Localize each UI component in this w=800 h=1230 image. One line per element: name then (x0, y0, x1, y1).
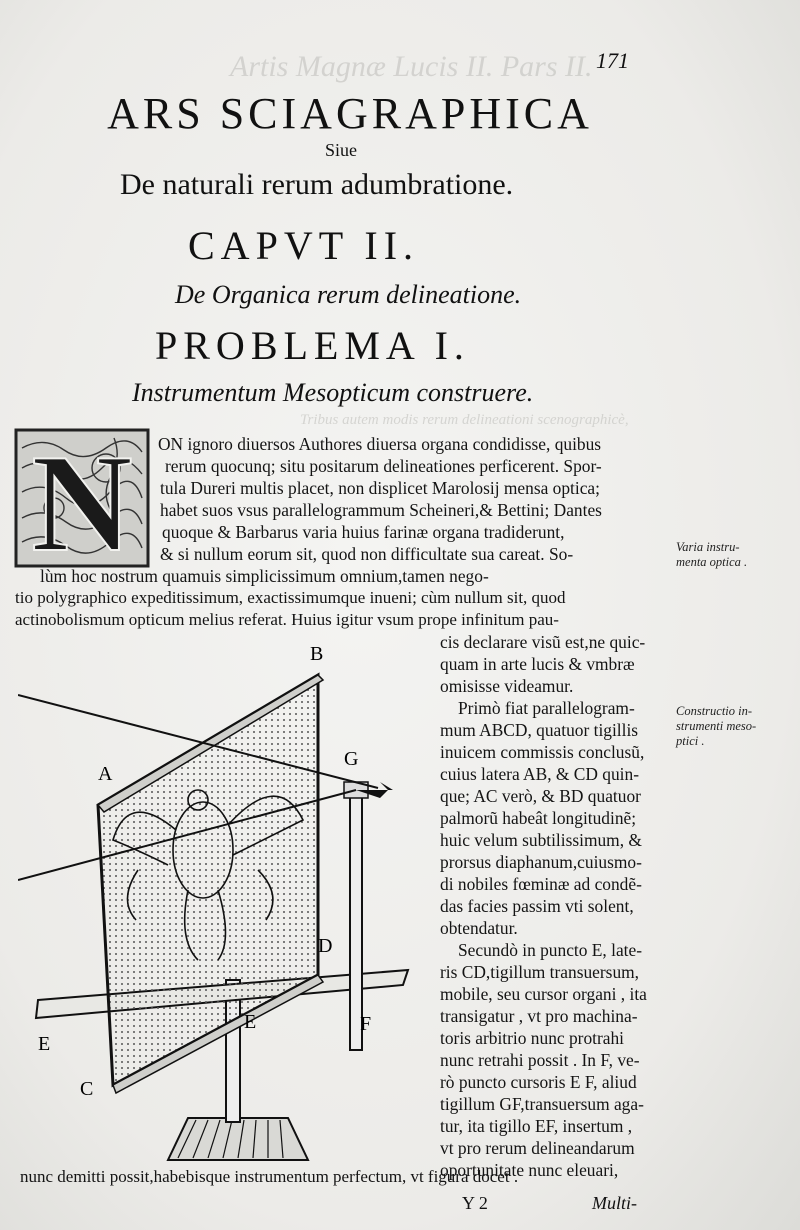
column-line: rò puncto cursoris E F, aliud (440, 1072, 637, 1092)
column-line: vt pro rerum delineandarum (440, 1138, 635, 1158)
column-line: Primò fiat parallelogram- (458, 698, 635, 718)
figure-label-f: F (360, 1013, 372, 1035)
body-last-line: nunc demitti possit,habebisque instrumentum perfectum, vt figura docet . (20, 1167, 519, 1186)
signature-mark: Y 2 (462, 1193, 488, 1213)
drop-cap-letter: N (31, 428, 133, 568)
column-line: que; AC verò, & BD quatuor (440, 786, 641, 806)
column-line: cis declarare visũ est,ne quic- (440, 632, 646, 652)
marginal-note: Varia instru- menta optica . (676, 540, 748, 569)
problem-heading: PROBLEMA I. (155, 323, 470, 368)
column-line: mobile, seu cursor organi , ita (440, 984, 647, 1004)
body-line: rerum quocunq; situ positarum delineationes perficerent. Spor- (165, 456, 602, 476)
column-line: palmorũ habeât longitudinẽ; (440, 808, 637, 828)
body-line: actinobolismum opticum melius referat. Huius igitur vsum prope infinitum pau- (15, 610, 559, 629)
bleed-through-line: Tribus autem modis rerum delineationi scenographicè, (300, 412, 629, 428)
figure-label-e-left: E (38, 1033, 51, 1055)
body-line: & si nullum eorum sit, quod non difficultate sua careat. So- (160, 544, 574, 564)
instrument-engraving (18, 640, 438, 1195)
column-line: mum ABCD, quatuor tigillis (440, 720, 639, 740)
column-line: obtendatur. (440, 918, 518, 938)
column-line: tur, ita tigillo EF, insertum , (440, 1116, 633, 1136)
catchword: Multi- (592, 1193, 637, 1213)
column-line: cuius latera AB, & CD quin- (440, 764, 639, 784)
problem-title: Instrumentum Mesopticum construere. (132, 378, 534, 407)
body-line: habet suos vsus parallelogrammum Scheineri,& Bettini; Dantes (160, 500, 602, 520)
body-line: quoque & Barbarus varia huius farinæ organa tradiderunt, (162, 522, 565, 542)
body-line: tula Dureri multis placet, non displicet Marolosij mensa optica; (160, 478, 600, 498)
column-line: inuicem commissis conclusũ, (440, 742, 645, 762)
figure-label-b: B (310, 643, 324, 665)
body-line: ON ignoro diuersos Authores diuersa organa condidisse, quibus (158, 434, 602, 454)
column-line: das facies passim vti solent, (440, 896, 634, 916)
chapter-title: De Organica rerum delineatione. (175, 280, 522, 309)
decorated-initial (14, 428, 150, 568)
figure-label-a: A (98, 763, 113, 785)
book-subtitle: De naturali rerum adumbratione. (120, 168, 514, 201)
book-title: ARS SCIAGRAPHICA (107, 89, 593, 138)
figure-label-g: G (344, 748, 359, 770)
body-line: tio polygraphico expeditissimum, exactissimumque inueni; cùm nullum sit, quod (15, 588, 566, 607)
column-line: toris arbitrio nunc protrahi (440, 1028, 625, 1048)
ornament-icon (14, 428, 150, 568)
figure-label-e: E (244, 1011, 257, 1033)
mesoptic-instrument-illustration (18, 640, 438, 1195)
chapter-heading: CAPVT II. (188, 223, 420, 268)
column-line: huic velum subtilissimum, & (440, 830, 642, 850)
page-number: 171 (596, 48, 629, 73)
column-line: omisisse videamur. (440, 676, 574, 696)
column-line: transigatur , vt pro machina- (440, 1006, 638, 1026)
title-conjunction: Siue (325, 140, 358, 160)
column-line: Secundò in puncto E, late- (458, 940, 643, 960)
column-line: tigillum GF,transuersum aga- (440, 1094, 644, 1114)
bleed-through-header: Artis Magnæ Lucis II. Pars II. (230, 50, 593, 83)
column-line: ris CD,tigillum transuersum, (440, 962, 640, 982)
column-line: prorsus diaphanum,cuiusmo- (440, 852, 642, 872)
column-line: nunc retrahi possit . In F, ve- (440, 1050, 640, 1070)
column-line: di nobiles fœminæ ad condẽ- (440, 874, 642, 894)
figure-label-c: C (80, 1078, 94, 1100)
column-line: oportunitate nunc eleuari, (440, 1160, 619, 1180)
marginal-note: Constructio in- strumenti meso- ptici . (676, 704, 757, 748)
body-line: lùm hoc nostrum quamuis simplicissimum omnium,tamen nego- (40, 566, 489, 586)
figure-label-d: D (318, 935, 333, 957)
column-line: quam in arte lucis & vmbræ (440, 654, 635, 674)
